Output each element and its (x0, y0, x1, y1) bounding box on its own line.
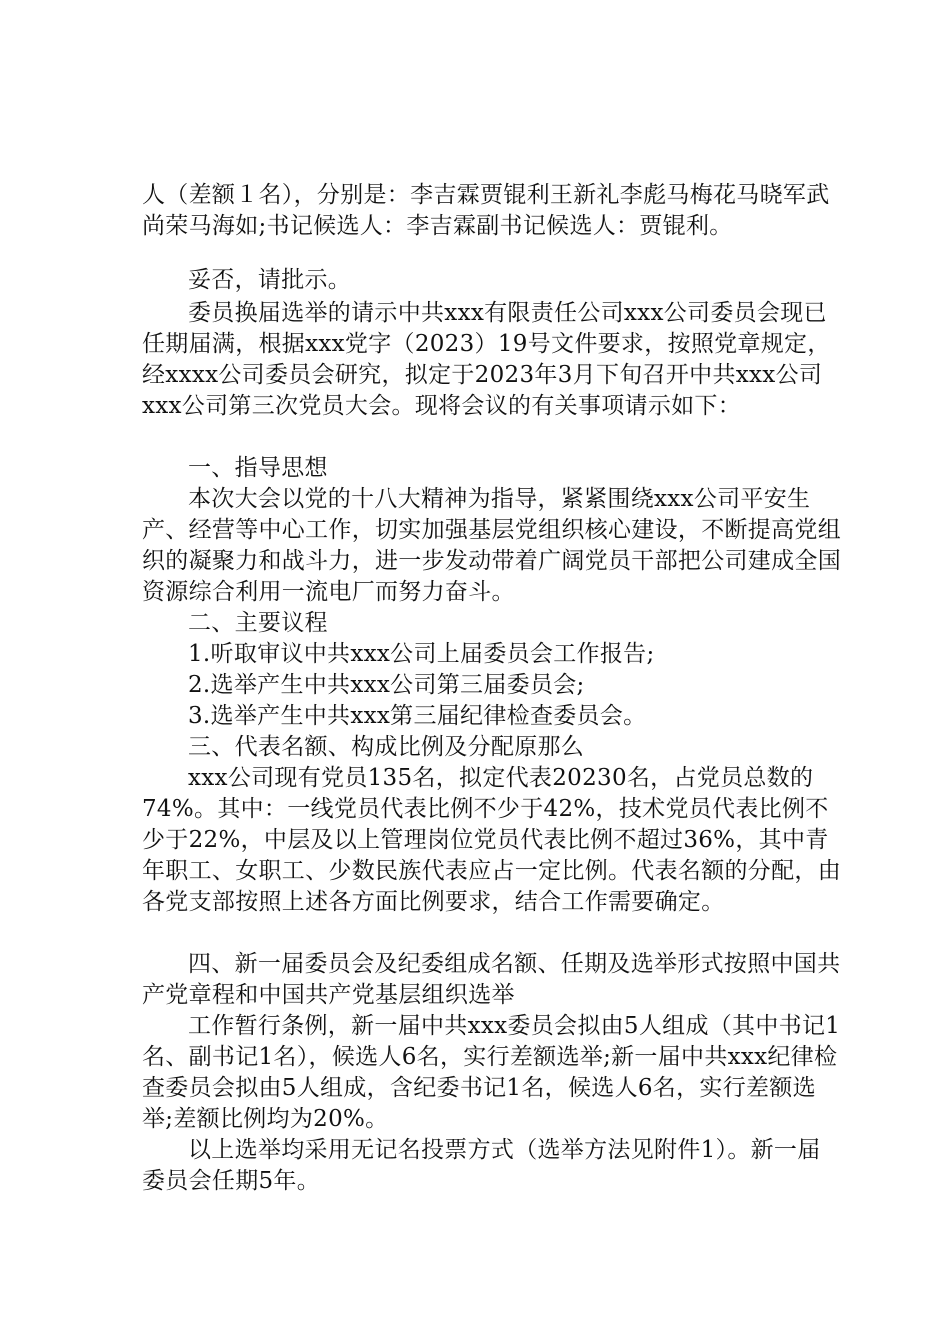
agenda-item-2: 2.选举产生中共xxx公司第三届委员会; (188, 672, 585, 698)
paragraph-request-approval: 妥否，请批示。 (188, 267, 352, 293)
paragraph-voting-method: 以上选举均采用无记名投票方式（选举方法见附件1）。新一届委员会任期5年。 (142, 1137, 821, 1194)
paragraph-new-committee: 工作暂行条例，新一届中共xxx委员会拟由5人组成（其中书记1名、副书记1名），候选人6名，实行差额选举;新一届中共xxx纪律检查委员会拟由5人组成，含纪委书记1名，候选人6名，实行差额选举;差额比例均为20%。 (142, 1013, 841, 1132)
agenda-item-3: 3.选举产生中共xxx第三届纪律检查委员会。 (188, 703, 647, 729)
heading-new-committee: 四、新一届委员会及纪委组成名额、任期及选举形式按照中国共产党章程和中国共产党基层组织选举 (142, 951, 841, 1008)
paragraph-candidates: 人（差额１名），分别是：李吉霖贾锟利王新礼李彪马梅花马晓军武尚荣马海如;书记候选人：李吉霖副书记候选人：贾锟利。 (142, 182, 830, 239)
heading-guiding-ideology: 一、指导思想 (188, 455, 328, 481)
heading-representative-quota: 三、代表名额、构成比例及分配原那么 (188, 734, 585, 760)
paragraph-guiding-ideology: 本次大会以党的十八大精神为指导，紧紧围绕xxx公司平安生产、经营等中心工作，切实加强基层党组织核心建设，不断提高党组织的凝聚力和战斗力，进一步发动带着广阔党员干部把公司建成全国资源综合利用一流电厂而努力奋斗。 (142, 486, 841, 605)
paragraph-representative-quota: xxx公司现有党员135名，拟定代表20230名，占党员总数的74%。其中：一线党员代表比例不少于42%，技术党员代表比例不少于22%，中层及以上管理岗位党员代表比例不超过36%，其中青年职工、女职工、少数民族代表应占一定比例。代表名额的分配，由各党支部按照上述各方面比例要求，结合工作需要确定。 (142, 765, 841, 915)
heading-main-agenda: 二、主要议程 (188, 610, 328, 636)
paragraph-intro: 委员换届选举的请示中共xxx有限责任公司xxx公司委员会现已任期届满，根据xxx党字（2023）19号文件要求，按照党章规定，经xxxx公司委员会研究，拟定于2023年3月下旬召开中共xxx公司xxx公司第三次党员大会。现将会议的有关事项请示如下： (142, 300, 831, 419)
agenda-item-1: 1.听取审议中共xxx公司上届委员会工作报告; (188, 641, 655, 667)
